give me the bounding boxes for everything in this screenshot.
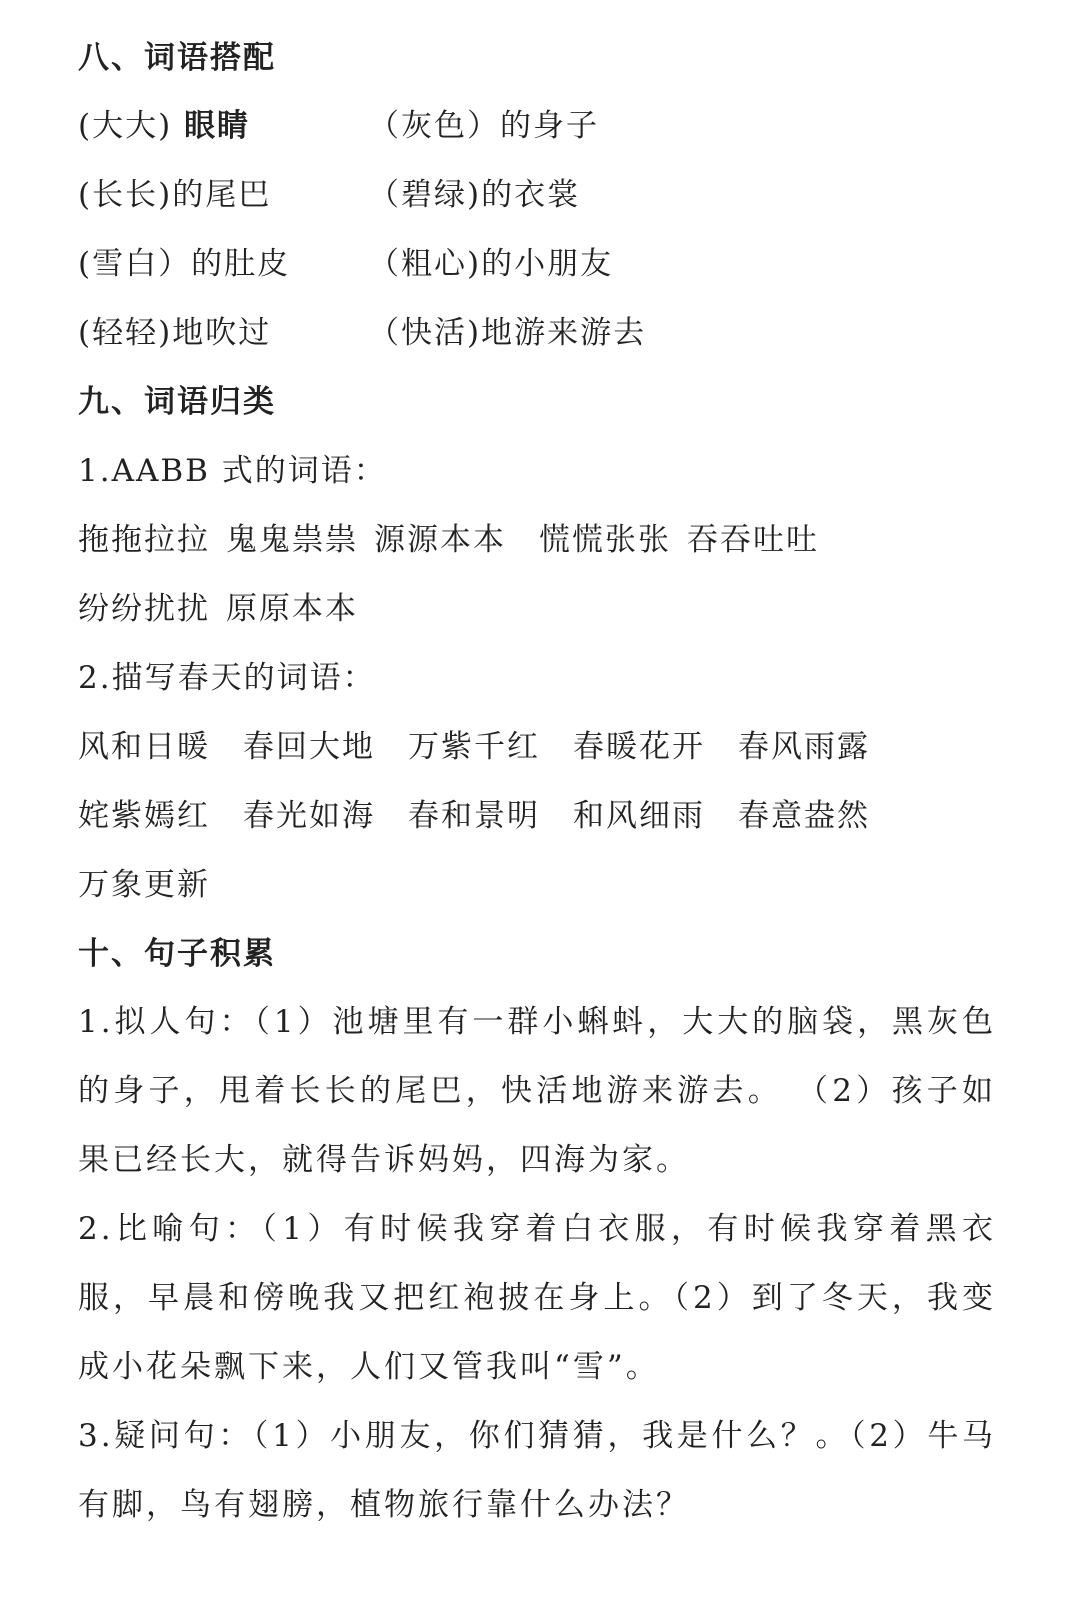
pair-row-4-right: （快活)地游来游去 [368,315,647,351]
pair-row-3-right: （粗心)的小朋友 [368,246,614,282]
section-9-title: 九、词语归类 [78,384,276,420]
aabb-subtitle: 1.AABB 式的词语： [78,453,387,489]
spring-word: 春回大地 [243,729,375,765]
spring-word: 姹紫嫣红 [78,798,210,834]
aabb-word: 纷纷扰扰 [78,591,210,627]
spring-word: 春风雨露 [738,729,870,765]
pair-row-1-paren: (大大) [78,108,173,144]
pair-row-4-left: (轻轻)地吹过 [78,315,272,351]
spring-word: 春暖花开 [573,729,705,765]
aabb-word: 吞吞吐吐 [687,522,819,558]
pair-row-2-left: (长长)的尾巴 [78,177,272,213]
aabb-word: 慌慌张张 [539,522,671,558]
pair-row-1-left [78,106,250,146]
aabb-word: 拖拖拉拉 [78,522,210,558]
aabb-word: 原原本本 [226,591,358,627]
spring-word: 和风细雨 [573,798,705,834]
pair-row-2-right: （碧绿)的衣裳 [368,177,581,213]
pair-row-1-right: （灰色）的身子 [368,108,599,144]
personification-paragraph: 1.拟人句：（1）池塘里有一群小蝌蚪，大大的脑袋，黑灰色的身子，甩着长长的尾巴，快活地游来游去。 （2）孩子如果已经长大，就得告诉妈妈，四海为家。 [78,1004,996,1178]
spring-word: 春光如海 [243,798,375,834]
spring-word: 风和日暖 [78,729,210,765]
pair-row-3-left: (雪白）的肚皮 [78,246,291,282]
pair-row-1-word: 眼睛 [184,108,251,144]
spring-word: 春意盎然 [738,798,870,834]
metaphor-paragraph: 2.比喻句：（1）有时候我穿着白衣服，有时候我穿着黑衣服，早晨和傍晚我又把红袍披在身上。（2）到了冬天，我变成小花朵飘下来，人们又管我叫“雪”。 [78,1211,996,1385]
section-10-title: 十、句子积累 [78,936,276,972]
spring-word: 万象更新 [78,867,210,903]
section-8-title: 八、词语搭配 [78,40,276,76]
spring-word: 万紫千红 [408,729,540,765]
aabb-word: 鬼鬼祟祟 [226,522,358,558]
aabb-word: 源源本本 [374,522,506,558]
spring-subtitle: 2.描写春天的词语： [78,660,376,696]
question-paragraph: 3.疑问句：（1）小朋友，你们猜猜，我是什么？。（2）牛马有脚，鸟有翅膀，植物旅行靠什么办法？ [78,1418,996,1523]
spring-word: 春和景明 [408,798,540,834]
